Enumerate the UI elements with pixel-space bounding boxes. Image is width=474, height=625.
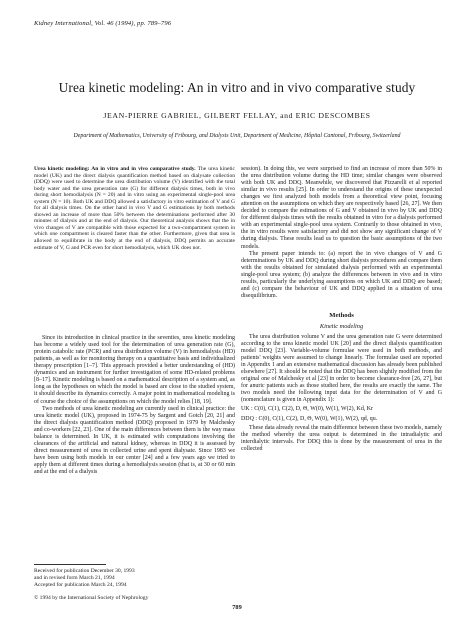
abstract-lead: Urea kinetic modeling: An in vitro and in vivo comparative study. bbox=[34, 166, 196, 172]
body-paragraph-2: The present paper intends to: (a) report the in vivo changes of V and G determinations by UK and DDQ during short dialysis procedures and compare them with the results obtained for simulated dialysis performed with an experimental single-pool urea system; (b) analyze the differences between in vivo and in vitro results, particularly the underlying assumptions on which UK and DDQ are based; and (c) compare the behaviour of UK and DDQ applied in a situation of urea disequilibrium. bbox=[241, 250, 442, 299]
copyright: © 1994 by the International Society of Nephrology bbox=[34, 594, 149, 601]
article-authors: JEAN-PIERRE GABRIEL, GILBERT FELLAY, and ERIC DESCOMBES bbox=[103, 111, 371, 120]
methods-heading: Methods bbox=[329, 311, 354, 319]
intro-paragraph-1: Since its introduction in clinical practice in the seventies, urea kinetic modeling has become a widely used tool for the determination of urea generation rate (G), protein catabolic rate (PCR) and urea distribution volume (V) in hemodialysis (HD) patients, as well as for monitoring therapy on a quantitative basis and individualized therapy prescription [1–7]. This approach provided a better understanding of (HD) dynamics and an instrument for further investigation of some HD-related problems [8–17]. Kinetic modeling is based on a mathematical description of a system and, as long as the hypotheses on which the model is based are close to the studied system, it should describe its dynamics correctly. A major point in mathematical modeling is of course the choice of the assumptions on which the model relies [18, 19]. bbox=[34, 335, 235, 405]
received-date: Received for publication December 30, 1993 bbox=[34, 568, 135, 574]
body-paragraph-1: session). In doing this, we were surprised to find an increase of more than 50% in the urea distribution volume during the HD time; similar changes were observed with both UK and DDQ. Meanwhile, we discovered that Pizzarelli et al reported similar in vivo results [25]. In order to understand the origins of these unexpected changes we first analyzed both models from a theoretical view point, focusing attention on the assumptions on which they are respectively based [26, 27]. We then decided to compare the estimations of G and V obtained in vivo by UK and DDQ for different dialysis times with the results obtained in vitro for a dialysis performed with an experimental single-pool urea system. Contrarily to those obtained in vivo, the in vitro results were satisfactory and did not show any significant change of V during dialysis. These results lead us to question the basic assumptions of the two models. bbox=[241, 166, 442, 250]
abstract-body: The urea kinetic model (UK) and the direct dialysis quantification method based on dialysate collection (DDQ) were used to determine the urea distribution volume (V) identified with the total body water and the urea generation rate (G) for different dialysis times, both in vivo during short hemodialysis (N = 20) and in vitro using an experimental single-pool urea system (N = 10). Both UK and DDQ allowed a satisfactory in vitro estimation of V and G for all dialysis times. On the other hand in vivo V and G estimations by both methods showed an increase of more than 50% between the determinations performed after 30 minutes of dialysis and at the end of dialysis. Our theoretical analysis shows that the in vivo changes of V are compatible with those expected for a two-compartment system in which one compartment is cleared faster than the other. Furthermore, given that urea is allowed to equilibrate in the body at the end of dialysis, DDQ permits an accurate estimate of V, G and PCR even for short hemodialysis, which UK does not. bbox=[34, 166, 235, 251]
author-affiliation: Department of Mathematics, University of Fribourg, and Dialysis Unit, Department of Medicine, Hôpital Cantonal, Fribourg, Switzerland bbox=[73, 133, 401, 139]
accepted-date: Accepted for publication March 24, 1994 bbox=[34, 581, 127, 588]
left-column bbox=[34, 166, 235, 476]
methods-paragraph: The urea distribution volume V and the urea generation rate G were determined according to the urea kinetic model UK [20] and the direct dialysis quantification model DDQ [23]. Variable-volume formulae were used in both methods, and patients' weights were assumed to change linearly. The formulae used are reported in Appendix 1 and an extensive mathematical discussion has already been published elsewhere [27]. It should be noted that the DDQ has been slightly modified from the original one of Malchesky et al [23] in order to become clearance-free [26, 27], but for anuric patients such as those studied here, the results are exactly the same. The two models need the following input data for the determination of V and G (nomenclature is given in Appendix 1): bbox=[241, 333, 442, 404]
article-title: Urea kinetic modeling: An in vitro and in vivo comparative study bbox=[58, 80, 416, 95]
methods-paragraph-2: These data already reveal the main difference between these two models, namely the method whereby the urea output is determined in the intradialytic and interdialytic intervals. For DDQ this is done by the measurement of urea in the collected bbox=[241, 424, 442, 452]
formula-uk: UK : C(0), C(1), C(2), D, Θ, W(0), W(1), W(2), Kd, Kr bbox=[241, 406, 374, 413]
revised-date: and in revised form March 21, 1994 bbox=[34, 574, 115, 581]
formula-ddq: DDQ : C(0), C(1), C(2), D, Θ, W(0), W(1), W(2), qd, qu. bbox=[241, 415, 378, 422]
right-column bbox=[241, 166, 442, 453]
page-number: 789 bbox=[232, 604, 242, 611]
footnote-rule bbox=[34, 564, 106, 565]
footnotes bbox=[34, 564, 235, 602]
intro-paragraph-2: Two methods of urea kinetic modeling are currently used in clinical practice: the urea kinetic model (UK), proposed in 1974-75 by Sargent and Gotch [20, 21] and the direct dialysis quantification method (DDQ) proposed in 1979 by Malchesky and co-workers [22, 23]. One of the main differences between them is the way mass balance is determined. In UK, it is estimated with computations involving the clearances of the artificial and natural kidney, whereas in DDQ it is assessed by direct measurement of urea in collected urine and spent dialysate. Since 1983 we have been using both models in our center [24] and a few years ago we tried to apply them at different times during a hemodialysis session (that is, at 30 or 60 min and at the end of a dialysis bbox=[34, 405, 235, 475]
kinetic-modeling-heading: Kinetic modeling bbox=[319, 322, 364, 330]
journal-citation: Kidney International, Vol. 46 (1994), pp. 789–796 bbox=[34, 20, 172, 27]
abstract bbox=[34, 166, 235, 251]
